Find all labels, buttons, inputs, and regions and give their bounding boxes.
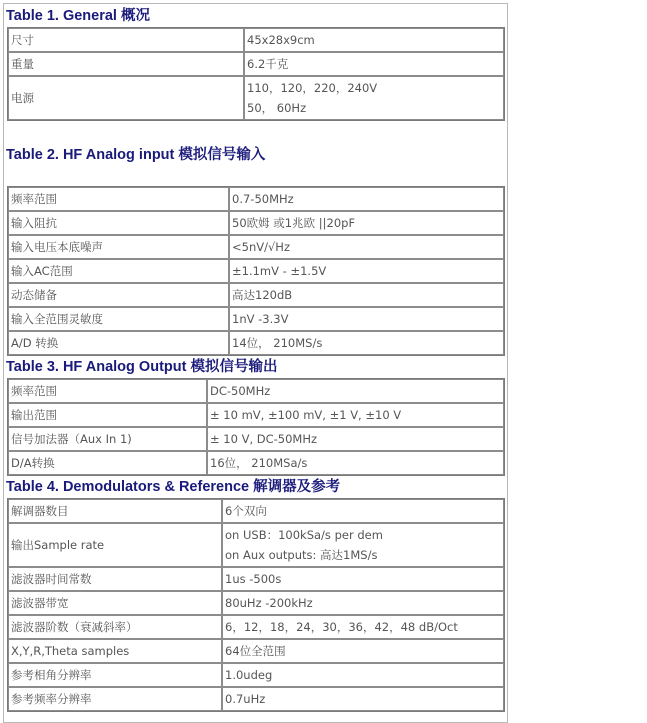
row-label: 频率范围	[8, 379, 207, 403]
row-label: 解调器数目	[8, 499, 222, 523]
value-line: on Aux outputs: 高达1MS/s	[225, 548, 378, 562]
table-row	[8, 663, 504, 687]
row-value: 6，12，18，24，30，36，42，48 dB/Oct	[222, 615, 504, 639]
table-row	[8, 427, 504, 451]
row-value: 1nV -3.3V	[229, 307, 504, 331]
table-row	[8, 52, 504, 76]
table-row	[8, 379, 504, 403]
row-value: <5nV/√Hz	[229, 235, 504, 259]
table-row	[8, 523, 504, 567]
table-row	[8, 615, 504, 639]
row-label: D/A转换	[8, 451, 207, 475]
row-value: 0.7uHz	[222, 687, 504, 711]
row-label: 滤波器阶数（衰减斜率）	[8, 615, 222, 639]
value-line: 110，120，220，240V	[247, 81, 378, 95]
row-value: 0.7-50MHz	[229, 187, 504, 211]
row-label: 输入全范围灵敏度	[8, 307, 229, 331]
table-row	[8, 639, 504, 663]
table-row	[8, 259, 504, 283]
row-value: 高达120dB	[229, 283, 504, 307]
row-value: 50欧姆 或1兆欧 ||20pF	[229, 211, 504, 235]
table-row	[8, 403, 504, 427]
row-label: 参考相角分辨率	[8, 663, 222, 687]
row-label: A/D 转换	[8, 331, 229, 355]
table-3-heading: Table 3. HF Analog Output 模拟信号输出	[6, 359, 278, 375]
row-value: 1us -500s	[222, 567, 504, 591]
table-row	[8, 331, 504, 355]
row-value: 14位， 210MS/s	[229, 331, 504, 355]
row-label: X,Y,R,Theta samples	[8, 639, 222, 663]
row-label: 动态储备	[8, 283, 229, 307]
row-label: 输出Sample rate	[8, 523, 222, 567]
row-value: 6个双向	[222, 499, 504, 523]
row-label: 频率范围	[8, 187, 229, 211]
row-value: 16位， 210MSa/s	[207, 451, 504, 475]
table-row	[8, 28, 504, 52]
table-row	[8, 591, 504, 615]
table-4-heading: Table 4. Demodulators & Reference 解调器及参考	[6, 479, 341, 495]
row-value: ± 10 V, DC-50MHz	[207, 427, 504, 451]
table-2-heading: Table 2. HF Analog input 模拟信号输入	[6, 147, 266, 163]
table-row	[8, 76, 504, 120]
table-1-heading: Table 1. General 概况	[6, 8, 150, 24]
row-label: 输入阻抗	[8, 211, 229, 235]
table-row	[8, 283, 504, 307]
table-row	[8, 499, 504, 523]
table-row	[8, 567, 504, 591]
value-line: 50， 60Hz	[247, 101, 307, 115]
row-label: 输入电压本底噪声	[8, 235, 229, 259]
table-3-hf-analog-output	[7, 378, 505, 476]
row-label: 输出范围	[8, 403, 207, 427]
row-value: 64位全范围	[222, 639, 504, 663]
table-4-demodulators-reference	[7, 498, 505, 712]
row-label: 信号加法器（Aux In 1)	[8, 427, 207, 451]
row-label: 参考频率分辨率	[8, 687, 222, 711]
row-value: 6.2千克	[244, 52, 504, 76]
row-label: 尺寸	[8, 28, 244, 52]
row-label: 输入AC范围	[8, 259, 229, 283]
row-label: 电源	[8, 76, 244, 120]
table-row	[8, 451, 504, 475]
row-value: ±1.1mV - ±1.5V	[229, 259, 504, 283]
row-value: 45x28x9cm	[244, 28, 504, 52]
row-label: 滤波器带宽	[8, 591, 222, 615]
row-value: ± 10 mV, ±100 mV, ±1 V, ±10 V	[207, 403, 504, 427]
table-row	[8, 211, 504, 235]
row-value	[222, 523, 504, 567]
table-row	[8, 235, 504, 259]
table-row	[8, 307, 504, 331]
row-label: 滤波器时间常数	[8, 567, 222, 591]
table-row	[8, 187, 504, 211]
row-value: 1.0udeg	[222, 663, 504, 687]
table-1-general	[7, 27, 505, 121]
value-line: on USB：100kSa/s per dem	[225, 528, 383, 542]
row-value: 80uHz -200kHz	[222, 591, 504, 615]
row-label: 重量	[8, 52, 244, 76]
row-value	[244, 76, 504, 120]
table-row	[8, 687, 504, 711]
row-value: DC-50MHz	[207, 379, 504, 403]
table-2-hf-analog-input	[7, 186, 505, 356]
